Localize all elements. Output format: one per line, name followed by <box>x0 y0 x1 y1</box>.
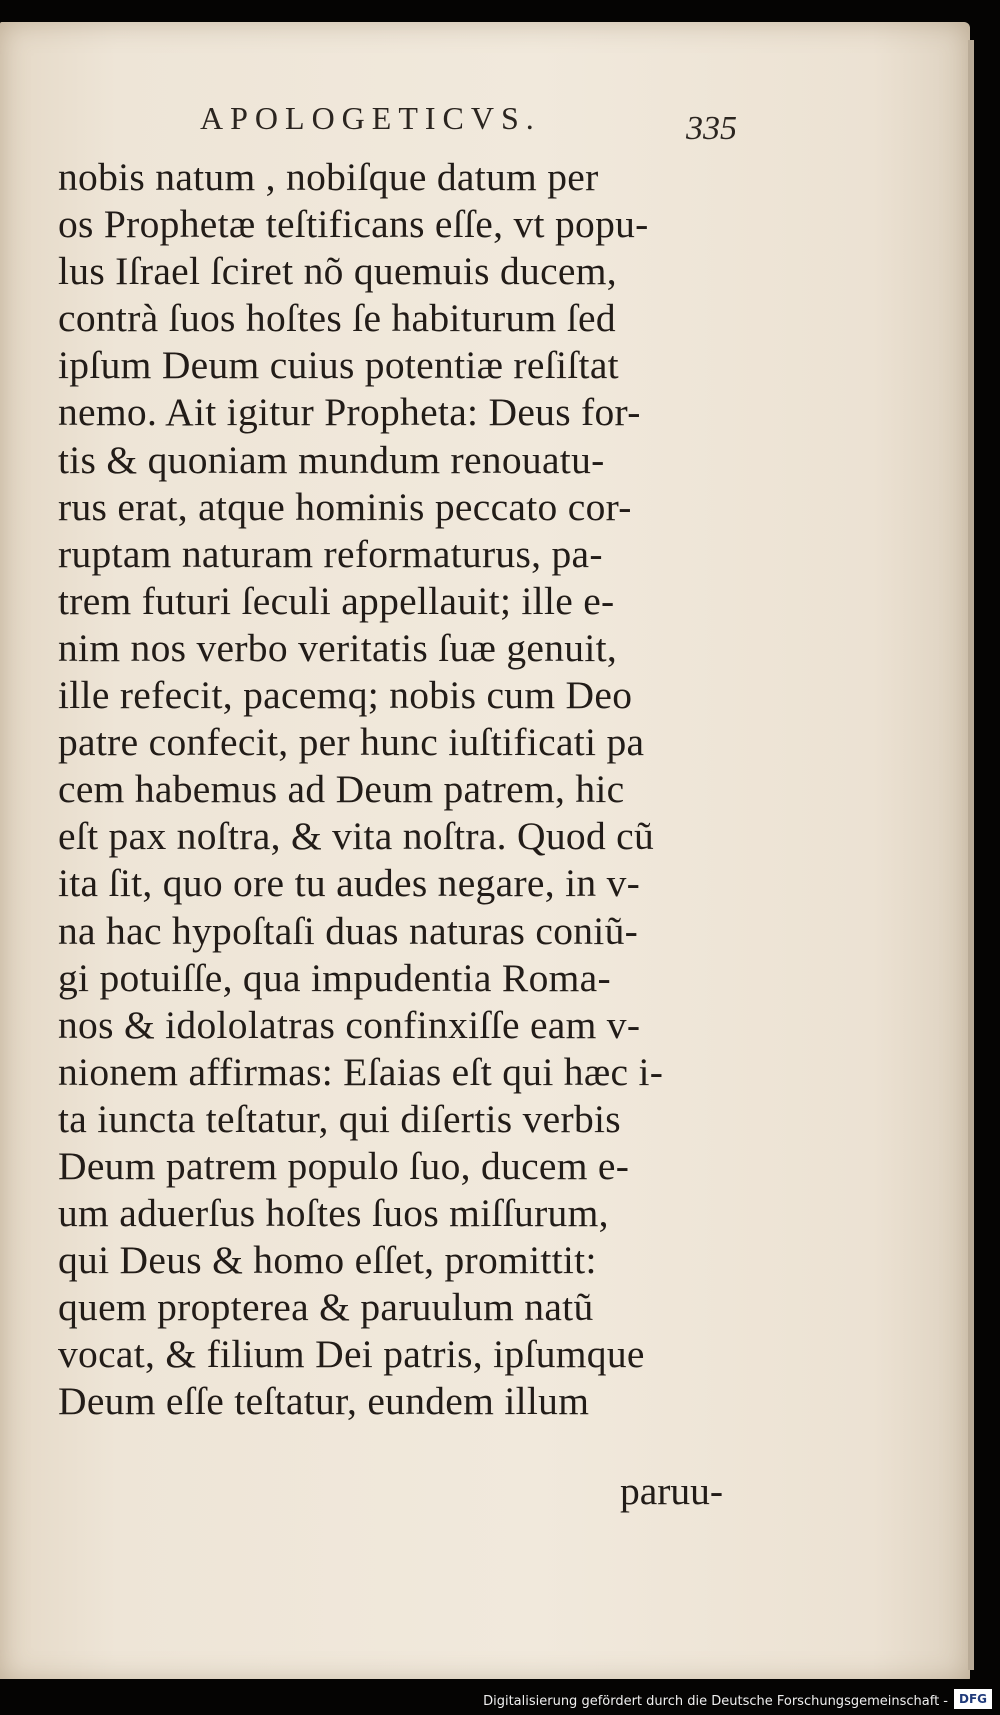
text-line: um aduerſus hoſtes ſuos miſſurum, <box>58 1191 609 1236</box>
text-line: quem propterea & paruulum natũ <box>58 1285 594 1330</box>
text-line: nionem affirmas: Eſaias eſt qui hæc i- <box>58 1049 664 1094</box>
text-line: ille refecit, pacemq; nobis cum Deo <box>58 673 633 718</box>
page-number: 335 <box>686 110 737 147</box>
text-line: tis & quoniam mundum renouatu- <box>58 437 605 482</box>
text-line: rus erat, atque hominis peccato cor- <box>58 484 632 529</box>
text-line: vocat, & filium Dei patris, ipſumque <box>58 1332 645 1377</box>
text-line: ipſum Deum cuius potentiæ reſiſtat <box>58 343 619 388</box>
text-line: nos & idololatras confinxiſſe eam v- <box>58 1002 641 1047</box>
text-line: na hac hypoſtaſi duas naturas coniũ- <box>58 908 639 953</box>
page-edge <box>968 40 974 1670</box>
dfg-logo: DFG <box>954 1689 992 1709</box>
text-line: patre confecit, per hunc iuſtificati pa <box>58 720 645 765</box>
funding-notice: Digitalisierung gefördert durch die Deutsche Forschungsgemeinschaft - <box>483 1694 948 1709</box>
text-line: eſt pax noſtra, & vita noſtra. Quod cũ <box>58 814 655 859</box>
text-line: nobis natum , nobiſque datum per <box>58 155 599 199</box>
text-line: lus Iſrael ſciret nõ quemuis ducem, <box>58 249 617 294</box>
text-line: Deum patrem populo ſuo, ducem e- <box>58 1143 630 1188</box>
text-line: nemo. Ait igitur Propheta: Deus for- <box>58 390 641 435</box>
text-line: ita ſit, quo ore tu audes negare, in v- <box>58 861 641 906</box>
text-line: cem habemus ad Deum patrem, hic <box>58 767 625 812</box>
text-line: Deum eſſe teſtatur, eundem illum <box>58 1379 590 1424</box>
text-line: gi potuiſſe, qua impudentia Roma- <box>58 955 611 1000</box>
running-head: APOLOGETICVS. <box>200 100 541 136</box>
text-line: contrà ſuos hoſtes ſe habiturum ſed <box>58 296 616 341</box>
footer-bar <box>0 1679 1000 1715</box>
text-line: nim nos verbo veritatis ſuæ genuit, <box>58 625 618 670</box>
text-line: trem futuri ſeculi appellauit; ille e- <box>58 578 615 623</box>
body-text <box>58 154 758 1426</box>
text-line: ta iuncta teſtatur, qui diſertis verbis <box>58 1096 621 1141</box>
text-line: ruptam naturam reformaturus, pa- <box>58 531 603 576</box>
catchword: paruu- <box>620 1469 724 1513</box>
text-line: qui Deus & homo eſſet, promittit: <box>58 1238 597 1283</box>
text-line: os Prophetæ teſtificans eſſe, vt popu- <box>58 202 649 247</box>
